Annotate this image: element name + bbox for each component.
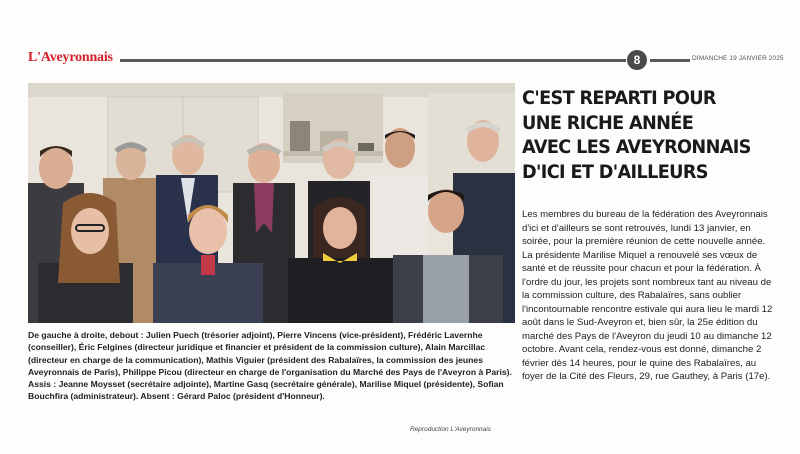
headline-line-1: C'EST REPARTI POUR <box>522 87 716 109</box>
newspaper-masthead: L'Aveyronnais <box>28 50 113 65</box>
headline-line-4: D'ICI ET D'AILLEURS <box>522 160 708 183</box>
headline-line-2: UNE RICHE ANNÉE <box>522 111 694 134</box>
article-body <box>522 208 777 384</box>
article-headline <box>522 86 764 184</box>
header-rule-right <box>650 59 690 62</box>
headline-line-3: AVEC LES AVEYRONNAIS <box>522 136 751 158</box>
page-number-badge: 8 <box>627 50 647 70</box>
group-photo <box>28 83 515 323</box>
issue-date: DIMANCHE 19 JANVIER 2025 <box>692 55 784 62</box>
header-rule <box>120 59 626 62</box>
photo-caption: De gauche à droite, debout : Julien Puech (trésorier adjoint), Pierre Vincens (vice-président), Frédéric Lavernhe (conseiller), Éric Felgines (directeur juridique et financier et président de la commission culture), Alain Marcillac (directeur en charge de la communication), Mathis Viguier (président des Rabalaïres, la commission des jeunes Aveyronnais de Paris), Philippe Picou (directeur en charge de l'organisation du Marché des Pays de l'Aveyron à Paris). Assis : Jeanne Moysset (secrétaire adjointe), Martine Gasq (secrétaire générale), Marilise Miquel (présidente), Sofian Bouchfira (administrateur). Absent : Gérard Paloc (président d'Honneur). <box>28 330 512 402</box>
article-body-text: Les membres du bureau de la fédération des Aveyronnais d'ici et d'ailleurs se sont retrouvés, lundi 13 janvier, en soirée, pour la première réunion de cette nouvelle année. La présidente Marilise Miquel a renouvelé ses vœux de santé et de réussite pour chacun et pour la fédération. À l'ordre du jour, les projets sont nombreux tant au niveau de la commission culture, des Rabalaïres, sans oublier l'incontournable rencontre estivale qui aura lieu le mardi 12 août dans le Sud-Aveyron et, bien sûr, la 25e édition du marché des Pays de l'Aveyron du jeudi 10 au dimanche 12 octobre. Avant cela, rendez-vous est donné, dimanche 2 février dès 14 heures, pour le quine des Rabalaïres, au foyer de la Cité des Fleurs, 29, rue Gauthey, à Paris (17e). <box>522 209 773 382</box>
photo-credit: Reproduction L'Aveyronnais <box>410 426 491 433</box>
